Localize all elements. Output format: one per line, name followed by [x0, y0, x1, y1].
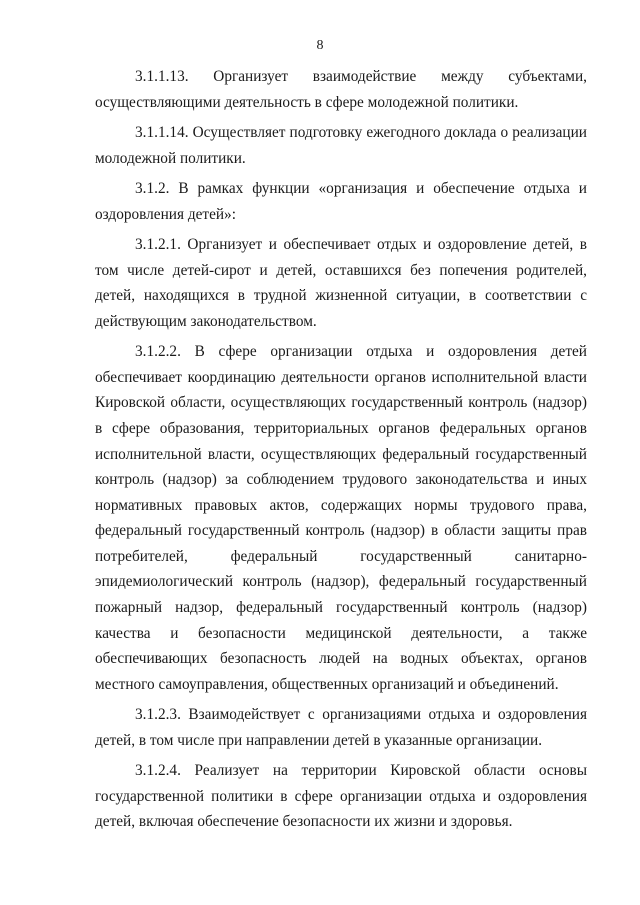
paragraph-3-1-2-1: 3.1.2.1. Организует и обеспечивает отдых и оздоровление детей, в том числе детей-сирот и детей, оставшихся без попечения родителей, детей, находящихся в трудной жизненной ситуации, в соответствии с действующим законодательством.	[95, 235, 587, 330]
paragraph-3-1-2-2: 3.1.2.2. В сфере организации отдыха и оздоровления детей обеспечивает координацию деятельности органов исполнительной власти Кировской области, осуществляющих государственный контроль (надзор) в сфере образования, территориальных органов федеральных органов исполнительной власти, осуществляющих федеральный государственный контроль (надзор) за соблюдением трудового законодательства и иных нормативных правовых актов, содержащих нормы трудового права, федеральный государственный контроль (надзор) в области защиты прав потребителей, федеральный государственный санитарно-эпидемиологический контроль (надзор), федеральный государственный пожарный надзор, федеральный государственный контроль (надзор) качества и безопасности медицинской деятельности, а также обеспечивающих безопасность людей на водных объектах, органов местного самоуправления, общественных организаций и объединений.	[95, 343, 587, 693]
paragraph-3-1-2-3: 3.1.2.3. Взаимодействует с организациями отдыха и оздоровления детей, в том числе при направлении детей в указанные организации.	[95, 706, 587, 749]
paragraph-3-1-1-13: 3.1.1.13. Организует взаимодействие между субъектами, осуществляющими деятельность в сфере молодежной политики.	[95, 68, 587, 111]
paragraph-3-1-1-14: 3.1.1.14. Осуществляет подготовку ежегодного доклада о реализации молодежной политики.	[95, 123, 587, 167]
paragraph-3-1-2: 3.1.2. В рамках функции «организация и обеспечение отдыха и оздоровления детей»:	[95, 179, 587, 223]
document-body	[95, 64, 587, 840]
page-number: 8	[316, 38, 324, 53]
paragraph-3-1-2-4: 3.1.2.4. Реализует на территории Кировской области основы государственной политики в сфере организации отдыха и оздоровления детей, включая обеспечение безопасности их жизни и здоровья.	[95, 762, 587, 831]
